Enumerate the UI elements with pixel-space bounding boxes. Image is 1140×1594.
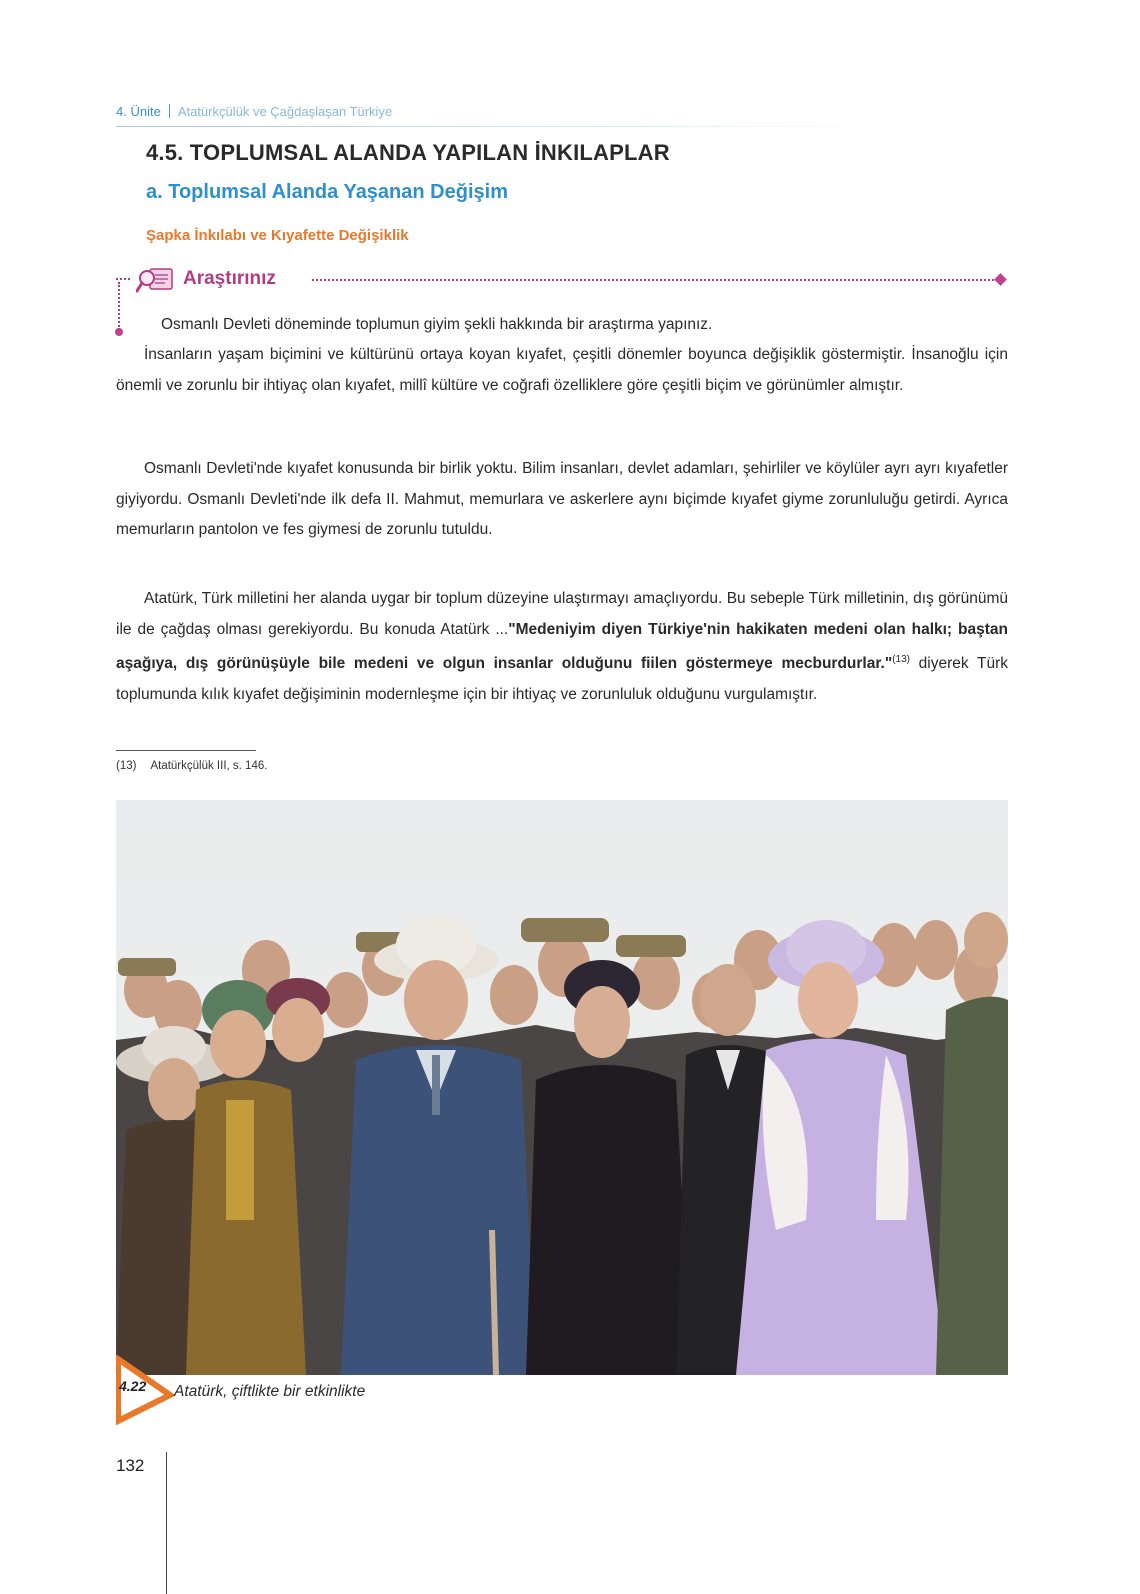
header-rule (116, 126, 896, 127)
footnote-number: (13) (116, 760, 137, 772)
research-title: Araştırınız (183, 268, 276, 289)
research-bullet (115, 328, 123, 336)
research-corner-dots (116, 278, 130, 280)
footnote-rule (116, 750, 256, 751)
research-vertical-dots (118, 282, 120, 330)
magnifier-document-icon (136, 266, 176, 294)
footnote-text: Atatürkçülük III, s. 146. (150, 760, 268, 772)
running-header (116, 104, 392, 119)
ataturk-quote: "Medeniyim diyen Türkiye'nin hakikaten medeni olan halkı; baştan aşağıya, dış görünüşüyle bile medeni ve olgun insanlar olduğunu fiilen göstermeye mecburdurlar." (116, 620, 1008, 673)
page-number: 132 (116, 1456, 145, 1475)
paragraph-1: İnsanların yaşam biçimini ve kültürünü ortaya koyan kıyafet, çeşitli dönemler boyunca değişiklik göstermiştir. İnsanoğlu için önemli ve zorunlu bir ihtiyaç olan kıyafet, millî kültüre ve coğrafi özelliklere göre çeşitli biçim ve görünümler almıştır. (116, 346, 1008, 394)
paragraph-3 (116, 584, 1008, 710)
research-end-marker (994, 273, 1007, 286)
paragraph-3-intro: Atatürk, Türk milletini her alanda uygar bir toplum düzeyine ulaştırmayı amaçlıyordu. Bu sebeple Türk milletinin, dış görünümü ile de çağdaş olması gerekiyordu. Bu konuda Atatürk ... (116, 590, 1008, 638)
research-task: Osmanlı Devleti döneminde toplumun giyim şekli hakkında bir araştırma yapınız. (161, 316, 713, 333)
header-separator (169, 104, 170, 118)
paragraph-3-end: diyerek Türk toplumunda kılık kıyafet değişiminin modernleşme için bir ihtiyaç ve zorunluluk olduğunu vurgulamıştır. (116, 655, 1008, 703)
footnote-reference: (13) (892, 654, 910, 665)
figure-caption (116, 1355, 516, 1425)
topic-title: Şapka İnkılabı ve Kıyafette Değişiklik (146, 227, 409, 244)
photo-illustration (116, 800, 1008, 1375)
unit-subject: Atatürkçülük ve Çağdaşlaşan Türkiye (177, 104, 393, 119)
subsection-title: a. Toplumsal Alanda Yaşanan Değişim (146, 181, 508, 203)
figure-caption-text: Atatürk, çiftlikte bir etkinlikte (174, 1383, 366, 1400)
unit-label: 4. Ünite (116, 104, 161, 119)
footnote (116, 760, 267, 772)
section-title: 4.5. TOPLUMSAL ALANDA YAPILAN İNKILAPLAR (146, 140, 670, 165)
page-margin-rule (166, 1452, 167, 1594)
historical-photo (116, 800, 1008, 1375)
figure-number: 4.22 (119, 1378, 147, 1394)
research-horizontal-dots (312, 279, 994, 281)
research-box (116, 264, 1008, 344)
paragraph-2: Osmanlı Devleti'nde kıyafet konusunda bir birlik yoktu. Bilim insanları, devlet adamları, şehirliler ve köylüler ayrı ayrı kıyafetler giyiyordu. Osmanlı Devleti'nde ilk defa II. Mahmut, memurlara ve askerlere aynı biçimde kıyafet giyme zorunluluğu getirdi. Ayrıca memurların pantolon ve fes giymesi de zorunlu tutuldu. (116, 460, 1008, 538)
